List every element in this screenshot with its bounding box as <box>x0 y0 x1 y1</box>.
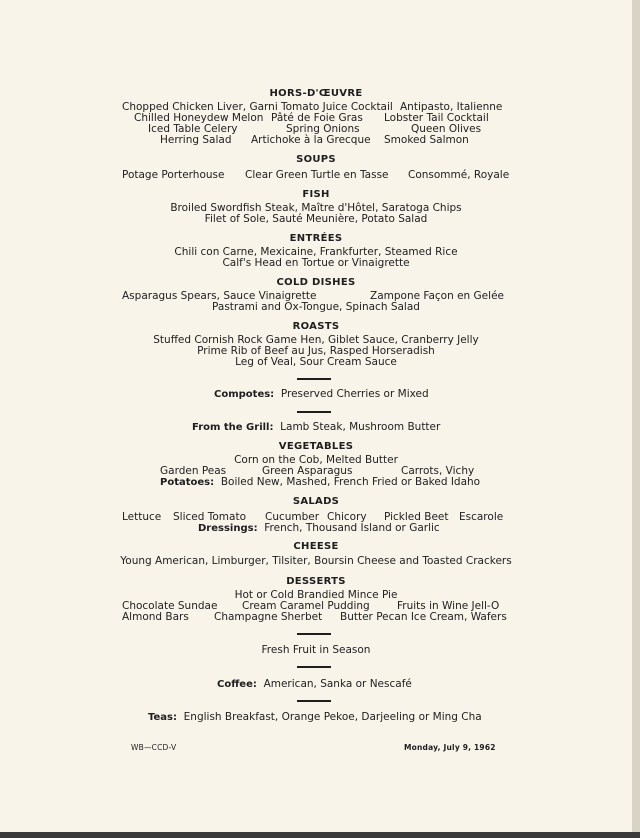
menu-item: Sliced Tomato <box>173 511 246 523</box>
compotes-label: Compotes: <box>214 389 275 400</box>
menu-item: Clear Green Turtle en Tasse <box>245 169 389 181</box>
cheese-heading: CHEESE <box>293 541 339 552</box>
menu-item: Corn on the Cob, Melted Butter <box>234 454 398 466</box>
compotes-line <box>214 388 429 401</box>
menu-item: Green Asparagus <box>262 465 353 477</box>
vegetables-heading: VEGETABLES <box>278 441 354 452</box>
menu-item: Champagne Sherbet <box>214 611 323 623</box>
teas-label: Teas: <box>148 712 177 723</box>
menu-item: Herring Salad <box>160 134 232 146</box>
menu-item: Pâté de Foie Gras <box>271 112 363 124</box>
divider <box>297 700 331 702</box>
menu-item: Carrots, Vichy <box>401 465 475 477</box>
divider <box>297 633 331 635</box>
menu-item: Broiled Swordfish Steak, Maître d'Hôtel, Saratoga Chips <box>170 202 462 214</box>
menu-item: Stuffed Cornish Rock Game Hen, Giblet Sauce, Cranberry Jelly <box>153 334 479 346</box>
page-bottom-edge <box>0 832 640 838</box>
menu-code: WB—CCD-V <box>131 743 177 752</box>
menu-item: Consommé, Royale <box>408 169 510 181</box>
divider <box>297 411 331 413</box>
menu-item: Tomato Juice Cocktail <box>281 101 393 113</box>
salads-heading: SALADS <box>292 496 340 507</box>
menu-item: Pastrami and Ox-Tongue, Spinach Salad <box>212 301 420 313</box>
grill-text: Lamb Steak, Mushroom Butter <box>280 421 441 433</box>
compotes-text: Preserved Cherries or Mixed <box>280 388 429 400</box>
potatoes-line <box>160 476 480 489</box>
menu-item: Almond Bars <box>122 611 189 623</box>
menu-item: Iced Table Celery <box>148 123 238 135</box>
menu-item: Smoked Salmon <box>384 134 469 146</box>
divider <box>297 378 331 380</box>
menu-item: Garden Peas <box>160 465 227 477</box>
menu-item: Escarole <box>459 511 504 523</box>
menu-item: Filet of Sole, Sauté Meunière, Potato Salad <box>204 213 428 225</box>
menu-item: Lettuce <box>122 511 162 523</box>
soups-heading: SOUPS <box>296 154 336 165</box>
dressings-text: French, Thousand Island or Garlic <box>264 522 440 534</box>
teas-text: English Breakfast, Orange Pekoe, Darjeeling or Ming Cha <box>183 711 482 723</box>
menu-item: Chili con Carne, Mexicaine, Frankfurter, Steamed Rice <box>174 246 458 258</box>
menu-item: Chocolate Sundae <box>122 600 218 612</box>
roasts-heading: ROASTS <box>292 321 340 332</box>
grill-line <box>192 421 440 434</box>
coffee-label: Coffee: <box>217 679 257 690</box>
potatoes-text: Boiled New, Mashed, French Fried or Baked Idaho <box>220 476 481 488</box>
fish-heading: FISH <box>302 189 330 200</box>
coffee-line <box>217 678 412 691</box>
entrees-heading: ENTRÉES <box>289 233 343 244</box>
menu-item: Zampone Façon en Gelée <box>370 290 504 302</box>
fresh-fruit: Fresh Fruit in Season <box>261 644 371 656</box>
divider <box>297 666 331 668</box>
menu-item: Potage Porterhouse <box>122 169 225 181</box>
cold-dishes-heading: COLD DISHES <box>276 277 356 288</box>
menu-item: Calf's Head en Tortue or Vinaigrette <box>222 257 410 269</box>
menu-item: Chopped Chicken Liver, Garni <box>122 101 278 113</box>
menu-item: Chilled Honeydew Melon <box>134 112 264 124</box>
desserts-heading: DESSERTS <box>286 576 346 587</box>
dressings-label: Dressings: <box>198 523 258 534</box>
coffee-text: American, Sanka or Nescafé <box>263 678 412 690</box>
menu-date: Monday, July 9, 1962 <box>404 743 496 752</box>
grill-label: From the Grill: <box>192 422 274 433</box>
menu-item: Young American, Limburger, Tilsiter, Boursin Cheese and Toasted Crackers <box>120 555 512 567</box>
menu-item: Pickled Beet <box>384 511 449 523</box>
menu-item: Chicory <box>327 511 367 523</box>
page-edge <box>632 0 640 838</box>
potatoes-label: Potatoes: <box>160 477 215 488</box>
menu-item: Queen Olives <box>411 123 482 135</box>
menu-item: Fruits in Wine Jell-O <box>397 600 500 612</box>
hors-doeuvre-heading: HORS-D'ŒUVRE <box>269 88 363 99</box>
menu-item: Cucumber <box>265 511 320 523</box>
menu-item: Artichoke à la Grecque <box>251 134 371 146</box>
menu-item: Asparagus Spears, Sauce Vinaigrette <box>122 290 317 302</box>
teas-line <box>148 711 482 724</box>
menu-item: Cream Caramel Pudding <box>242 600 370 612</box>
menu-item: Spring Onions <box>286 123 360 135</box>
menu-item: Hot or Cold Brandied Mince Pie <box>234 589 398 601</box>
dressings-line <box>198 522 440 535</box>
menu-item: Prime Rib of Beef au Jus, Rasped Horseradish <box>197 345 435 357</box>
menu-item: Leg of Veal, Sour Cream Sauce <box>235 356 397 368</box>
menu-item: Lobster Tail Cocktail <box>384 112 489 124</box>
menu-item: Butter Pecan Ice Cream, Wafers <box>340 611 507 623</box>
menu-item: Antipasto, Italienne <box>400 101 503 113</box>
